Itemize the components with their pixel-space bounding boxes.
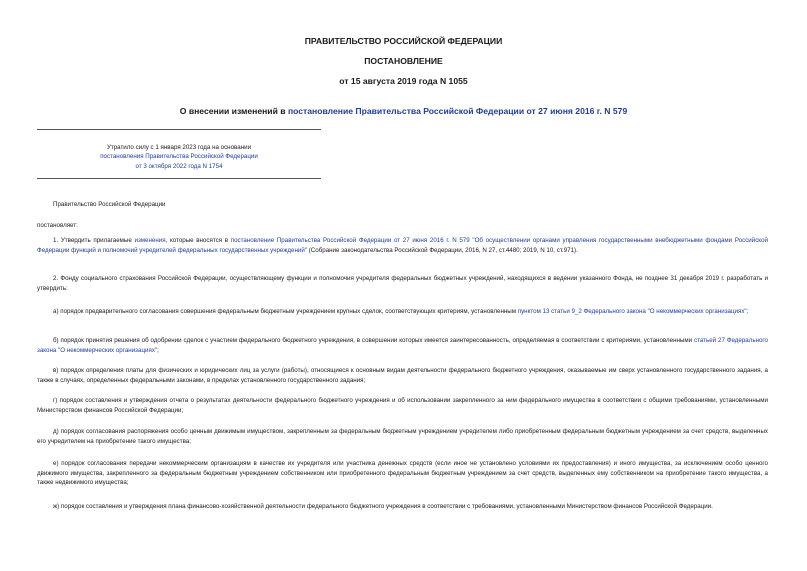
paragraph-text: а) порядок предварительного согласования совершения федеральным бюджетным учреждением крупных сделок, соответствующих критериям, установленным: [53, 308, 518, 315]
top-divider: [37, 129, 321, 130]
paragraph-d: д) порядок согласования распоряжения особо ценным движимым имуществом, закрепленным за федеральным бюджетным учреждением учредителем либо приобретенным федеральным бюджетным учреждением за счет средств, выделенных его учредителем на приобретение такого имущества;: [37, 428, 768, 445]
resolution-579-link[interactable]: постановление Правительства Российской Федерации от 27 июня 2016 г. N 579 "Об осуществлении органами управления государственными внебюджетными фондами Российской Федерации функций и полномочий учредителей федеральных государственных учреждений": [37, 237, 768, 254]
paragraph-e: е) порядок согласования передачи некоммерческим организациям в качестве их учредителя или участника денежных средств (если иное не установлено условиями их предоставления) и иного имущества, за исключением особо ценного движимого имущества, закрепленного за федеральным бюджетным учреждением собственником или приобретенного федеральным бюджетным учреждением за счет средств, выделенных ему собственником на приобретение такого имущества, а также недвижимого имущества;: [37, 460, 768, 487]
repeal-note: [37, 143, 321, 171]
repeal-note-line: Утратило силу с 1 января 2023 года на основании: [106, 144, 252, 151]
bottom-divider: [37, 178, 321, 179]
government-heading: ПРАВИТЕЛЬСТВО РОССИЙСКОЙ ФЕДЕРАЦИИ: [304, 36, 503, 46]
paragraph-text: ;: [746, 308, 749, 315]
decrees-line: постановляет:: [37, 222, 78, 229]
title-link[interactable]: постановление Правительства Российской Федерации от 27 июня 2016 г. N 579: [287, 106, 628, 116]
title-prefix: О внесении изменений в: [179, 106, 288, 116]
law-article-9-2-link[interactable]: пунктом 13 статьи 9_2 Федерального закона "О некоммерческих организациях": [517, 308, 747, 315]
document-type: ПОСТАНОВЛЕНИЕ: [364, 56, 443, 66]
paragraph-text: (Собрание законодательства Российской Федерации, 2016, N 27, ст.4480; 2019, N 10, ст.971).: [307, 246, 578, 254]
paragraph-a: [37, 307, 768, 317]
repeal-note-link-date[interactable]: от 3 октября 2022 года N 1754: [135, 162, 223, 170]
paragraph-text: , которые вносятся в: [165, 237, 231, 244]
law-article-27-link[interactable]: статьей 27 Федерального закона "О некоммерческих организациях": [37, 337, 768, 354]
paragraph-2: 2. Фонду социального страхования Российской Федерации, осуществляющему функции и полномочия учредителя федеральных бюджетных учреждений, находящихся в ведении указанного Фонда, не позднее 31 декабря 2019 г. разработать и утвердить:: [37, 275, 768, 292]
paragraph-g: г) порядок составления и утверждения отчета о результатах деятельности федерального бюджетного учреждения и об использовании закрепленного за ним федерального имущества в соответствии с общими требованиями, установленными Министерством финансов Российской Федерации;: [37, 397, 768, 414]
paragraph-text: б) порядок принятия решения об одобрении сделок с участием федерального бюджетного учреждения, в совершении которых имеется заинтересованность, определяемая в соответствии с критериями, установленными: [53, 337, 694, 344]
changes-link[interactable]: изменения: [134, 237, 166, 244]
document-title: [0, 106, 807, 116]
paragraph-text: ;: [157, 346, 159, 354]
paragraph-text: 1. Утвердить прилагаемые: [53, 237, 135, 244]
paragraph-1: [37, 236, 768, 255]
paragraph-b: [37, 336, 768, 355]
document-date-number: от 15 августа 2019 года N 1055: [339, 76, 468, 86]
government-line: Правительство Российской Федерации: [53, 201, 166, 208]
paragraph-zh: ж) порядок составления и утверждения плана финансово-хозяйственной деятельности федерального бюджетного учреждения в соответствии с требованиями, установленными Министерством финансов Российской Федерации.: [53, 503, 713, 510]
repeal-note-link[interactable]: постановления Правительства Российской Федерации: [100, 153, 258, 161]
paragraph-v: в) порядок определения платы для физических и юридических лиц за услуги (работы), относящиеся к основным видам деятельности федерального бюджетного учреждения, оказываемые им сверх установленного государственного задания, а также в случаях, определенных федеральными законами, в пределах установленного государственного задания;: [37, 367, 768, 384]
